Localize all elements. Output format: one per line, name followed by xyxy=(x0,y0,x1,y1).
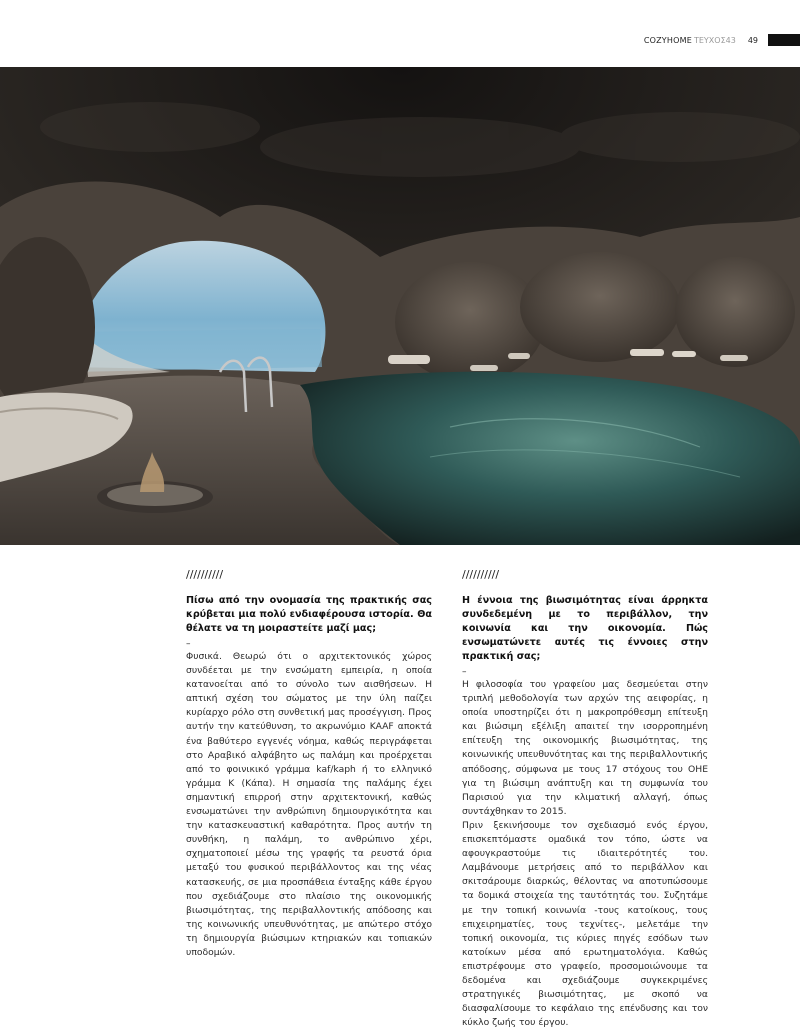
header-bar xyxy=(768,34,800,46)
interview-answer: Η φιλοσοφία του γραφείου μας δεσμεύεται στην τριπλή μεθοδολογία των αρχών της αειφορίας, η οποία υποστηρίζει ότι η μακροπρόθεσμη επίτευξη και βιώσιμη εξέλιξη απαιτεί την ισορροπημένη επίτευξη της οικονομικής βιωσιμότητας, της κοινωνικής υπευθυνότητας και της περιβαλλοντικής απόδοσης, σύμφωνα με τους 17 στόχους του ΟΗΕ για τη βιώσιμη ανάπτυξη και τη συμφωνία του Παρισιού για την κλιματική αλλαγή, όπως συντάχθηκαν το 2015. xyxy=(462,679,708,817)
left-column xyxy=(186,568,432,960)
page-number: 49 xyxy=(747,35,758,45)
interview-answer: Φυσικά. Θεωρώ ότι ο αρχιτεκτονικός χώρος συνδέεται με την ενσώματη εμπειρία, η οποία κατανοείται από το σύνολο των αισθήσεων. Η απτική σχέση του σώματος με την ύλη παίζει κυρίαρχο ρόλο στη συνθετική μας προσέγγιση. Προς αυτήν την κατεύθυνση, το ακρωνύμιο KAAF αποκτά ένα βαθύτερο εγγενές νόημα, καθώς περιγράφεται στο Αραβικό αλφάβητο ως παλάμη και προέρχεται από το φοινικικό γράμμα kaf/kaph ή το ελληνικό γράμμα Κ (Κάπα). Η σημασία της παλάμης έχει σημαντική επιρροή στην αρχιτεκτονική, καθώς ενσωματώνει την ανθρώπινη δημιουργικότητα και την κατασκευαστική καθαρότητα. Προς αυτήν τη συνθήκη, η παλάμη, το ανθρώπινο χέρι, σχηματοποιεί μέσω της γραφής τα ρευστά όρια μεταξύ του φυσικού περιβάλλοντος και της νέας κατασκευής, σε μια προσπάθεια ένταξης κάθε έργου που σχεδιάζουμε στο πλαίσιο της οικονομικής βιωσιμότητας, της περιβαλλοντικής απόδοσης και της κοινωνικής υπευθυνότητας, με απώτερο στόχο τη δημιουργία βιώσιμων κτηριακών και τοπιακών υποδομών. xyxy=(186,651,432,958)
issue-label: ΤΕΥΧΟΣ43 xyxy=(693,35,736,45)
right-column xyxy=(462,568,708,1030)
interview-answer: Πριν ξεκινήσουμε τον σχεδιασμό ενός έργου, επισκεπτόμαστε ομαδικά τον τόπο, ώστε να αφουγκραστούμε τις ιδιαιτερότητές του. Λαμβάνουμε μετρήσεις από το περιβάλλον και σκιτσάρουμε διαρκώς, θέλοντας να αποτυπώσουμε τα δομικά στοιχεία της ταυτότητάς του. Συζητάμε με την τοπική κοινωνία -τους κατοίκους, τους επιχειρηματίες, τους τεχνίτες-, μελετάμε την τοπική οικονομία, τις κύριες πηγές εσόδων των κατοίκων μέσα από ερωτηματολόγια. Καθώς επιστρέφουμε στο γραφείο, προσομοιώνουμε τα δεδομένα και σχεδιάζουμε συγκεκριμένες στρατηγικές βιωσιμότητας, με σκοπό να διασφαλίσουμε το κεφάλαιο της επένδυσης και τον κύκλο ζωής του έργου. xyxy=(462,819,708,1029)
answer-dash: – xyxy=(186,639,191,649)
interview-question: Η έννοια της βιωσιμότητας είναι άρρηκτα συνδεδεμένη με το περιβάλλον, την κοινωνία και την οικονομία. Πώς ενσωματώνετε αυτές τις έννοιες στην πρακτική σας; xyxy=(462,595,708,662)
section-divider: ////////// xyxy=(462,568,500,581)
cave-pool-photo xyxy=(0,67,800,545)
interview-question: Πίσω από την ονομασία της πρακτικής σας κρύβεται μια πολύ ενδιαφέρουσα ιστορία. Θα θέλατε να τη μοιραστείτε μαζί μας; xyxy=(186,595,432,634)
section-divider: ////////// xyxy=(186,568,224,581)
page-header xyxy=(644,34,800,46)
answer-dash: – xyxy=(462,667,467,677)
magazine-name: COZYHOME xyxy=(643,35,692,45)
